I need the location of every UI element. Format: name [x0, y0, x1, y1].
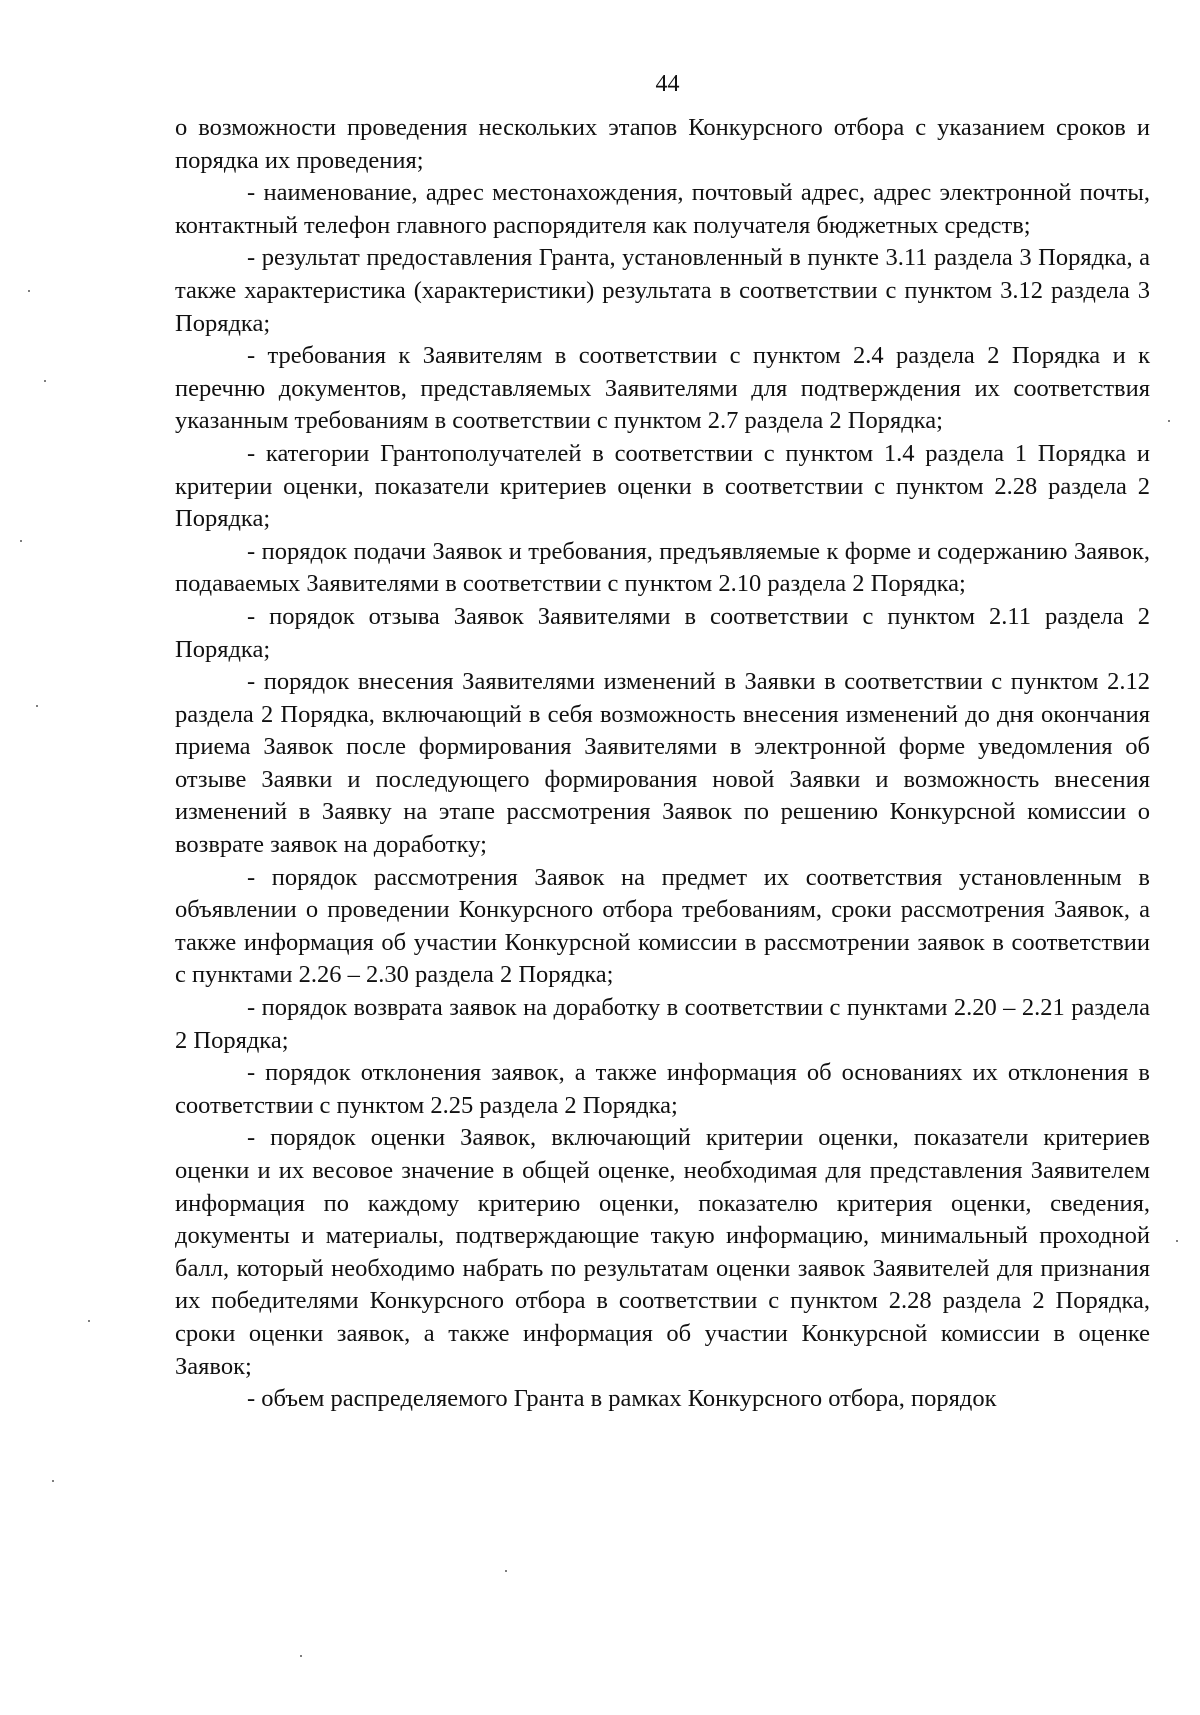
- paragraph-list-item: - порядок отклонения заявок, а также информация об основаниях их отклонения в соответствии с пунктом 2.25 раздела 2 Порядка;: [175, 1059, 1150, 1119]
- scan-speck: [1168, 420, 1170, 422]
- scan-speck: [36, 705, 38, 707]
- paragraph-list-item: - категории Грантополучателей в соответствии с пунктом 1.4 раздела 1 Порядка и критерии оценки, показатели критериев оценки в соответствии с пунктом 2.28 раздела 2 Порядка;: [175, 439, 1150, 533]
- paragraph-list-item: - порядок подачи Заявок и требования, предъявляемые к форме и содержанию Заявок, подаваемых Заявителями в соответствии с пунктом 2.10 раздела 2 Порядка;: [175, 537, 1150, 598]
- scan-speck: [28, 290, 30, 292]
- paragraph-list-item: - порядок отзыва Заявок Заявителями в соответствии с пунктом 2.11 раздела 2 Порядка;: [175, 602, 1150, 663]
- page-number: 44: [655, 71, 680, 97]
- paragraph-list-item: - наименование, адрес местонахождения, почтовый адрес, адрес электронной почты, контактный телефон главного распорядителя как получателя бюджетных средств;: [175, 179, 1150, 239]
- scan-speck: [20, 540, 22, 542]
- paragraph-list-item: - порядок рассмотрения Заявок на предмет их соответствия установленным в объявлении о проведении Конкурсного отбора требованиям, сроки рассмотрения Заявок, а также информация об участии Конкурсной комиссии в рассмотрении заявок в соответствии с пунктами 2.26 – 2.30 раздела 2 Порядка;: [175, 863, 1150, 989]
- paragraph-list-item: - порядок внесения Заявителями изменений в Заявки в соответствии с пунктом 2.12 раздела 2 Порядка, включающий в себя возможность внесения изменений до дня окончания приема Заявок после формирования Заявителями в электронной форме уведомления об отзыве Заявки и последующего формирования новой Заявки и возможность внесения изменений в Заявку на этапе рассмотрения Заявок по решению Конкурсной комиссии о возврате заявок на доработку;: [175, 668, 1150, 859]
- scan-speck: [300, 1655, 302, 1657]
- paragraph-list-item: - порядок возврата заявок на доработку в соответствии с пунктами 2.20 – 2.21 раздела 2 Порядка;: [175, 994, 1150, 1054]
- scan-speck: [88, 1320, 90, 1322]
- paragraph-list-item: - требования к Заявителям в соответствии с пунктом 2.4 раздела 2 Порядка и к перечню документов, представляемых Заявителями для подтверждения их соответствия указанным требованиям в соответствии с пунктом 2.7 раздела 2 Порядка;: [175, 342, 1150, 435]
- scan-speck: [505, 1570, 507, 1572]
- paragraph-list-item: - результат предоставления Гранта, установленный в пункте 3.11 раздела 3 Порядка, а также характеристика (характеристики) результата в соответствии с пунктом 3.12 раздела 3 Порядка;: [175, 244, 1150, 337]
- document-body: [175, 112, 1150, 1416]
- paragraph-continuation: о возможности проведения нескольких этапов Конкурсного отбора с указанием сроков и порядка их проведения;: [175, 114, 1150, 174]
- scan-speck: [44, 380, 46, 382]
- scan-speck: [1176, 1240, 1178, 1242]
- scan-speck: [52, 1480, 54, 1482]
- paragraph-list-item: - порядок оценки Заявок, включающий критерии оценки, показатели критериев оценки и их весовое значение в общей оценке, необходимая для представления Заявителем информация по каждому критерию оценки, показателю критерия оценки, сведения, документы и материалы, подтверждающие такую информацию, минимальный проходной балл, который необходимо набрать по результатам оценки заявок Заявителей для признания их победителями Конкурсного отбора в соответствии с пунктом 2.28 раздела 2 Порядка, сроки оценки заявок, а также информация об участии Конкурсной комиссии в оценке Заявок;: [175, 1124, 1150, 1380]
- paragraph-list-item: - объем распределяемого Гранта в рамках Конкурсного отбора, порядок: [247, 1385, 997, 1413]
